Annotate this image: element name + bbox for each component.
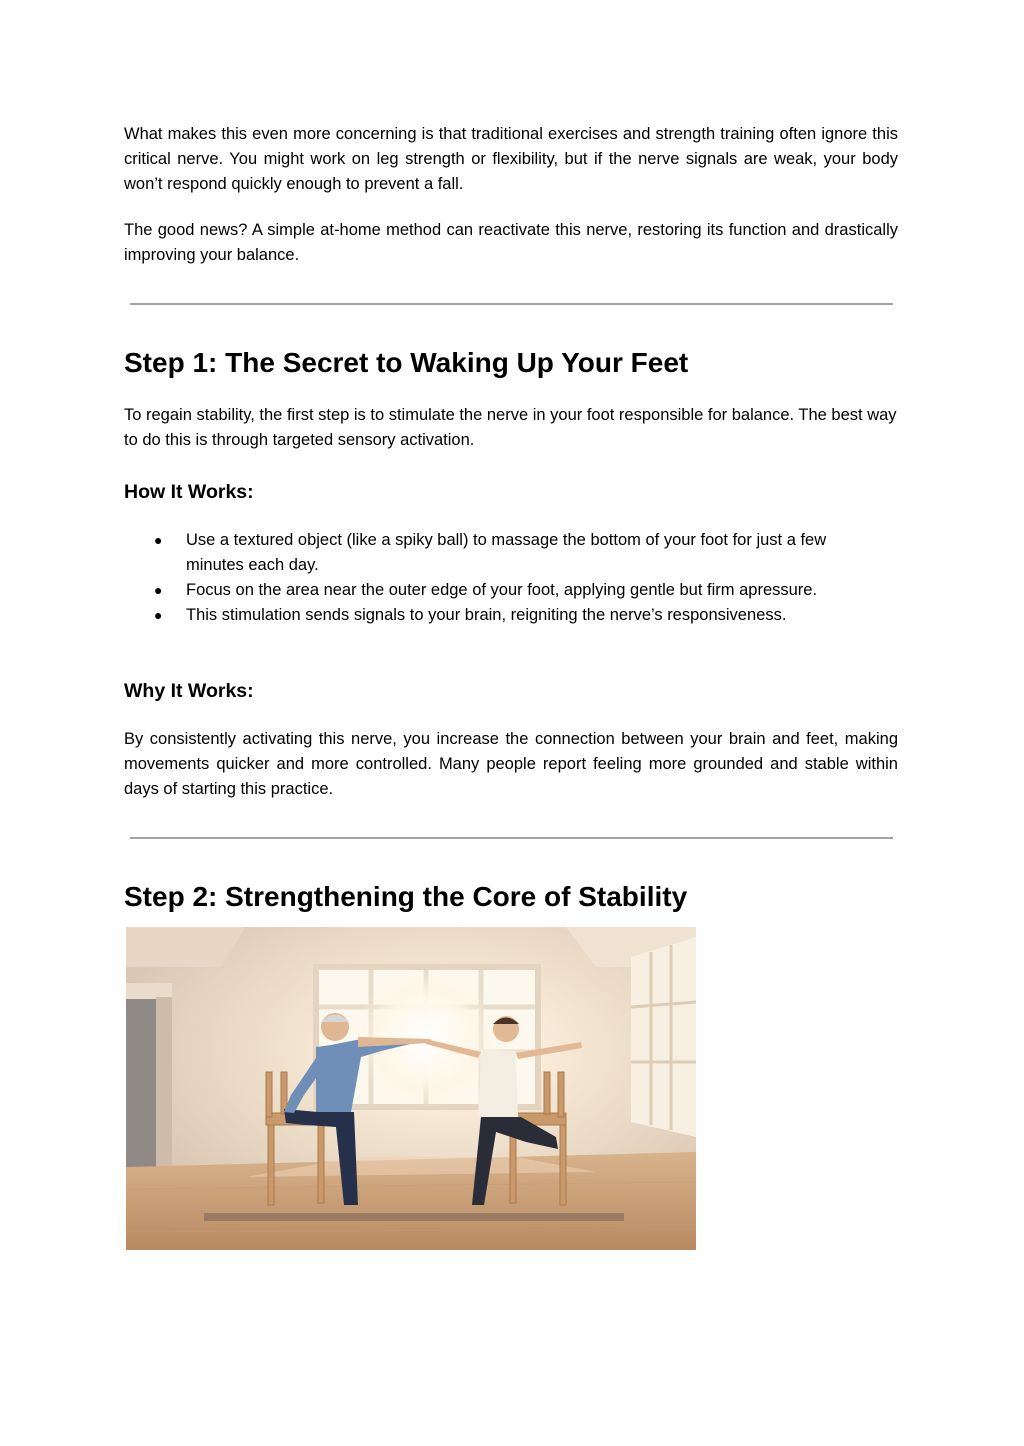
intro-paragraph-1: What makes this even more concerning is that traditional exercises and strength training often ignore this critical nerve. You might work on leg strength or flexibility, but if the nerve signals are weak, your body won’t respond quickly enough to prevent a fall. (124, 125, 898, 193)
step1-heading: Step 1: The Secret to Waking Up Your Feet (124, 347, 689, 378)
intro-paragraph-2: The good news? A simple at-home method can reactivate this nerve, restoring its function and drastically improving your balance. (124, 221, 898, 264)
bullet-icon: ● (154, 607, 163, 623)
why-it-works-paragraph: By consistently activating this nerve, you increase the connection between your brain and feet, making movements quicker and more controlled. Many people report feeling more grounded and stable within days of starting this practice. (124, 730, 898, 798)
list-item-text: Focus on the area near the outer edge of your foot, applying gentle but firm apressure. (186, 581, 818, 599)
list-item-text: Use a textured object (like a spiky ball) to massage the bottom of your foot for just a few minutes each day. (186, 531, 827, 574)
step1-intro: To regain stability, the first step is to stimulate the nerve in your foot responsible for balance. The best way to do this is through targeted sensory activation. (124, 406, 897, 449)
why-it-works-heading: Why It Works: (124, 680, 254, 702)
balance-exercise-photo (126, 927, 696, 1250)
how-it-works-heading: How It Works: (124, 481, 254, 503)
list-item (124, 603, 886, 628)
list-item (124, 578, 886, 603)
bullet-icon: ● (154, 532, 163, 548)
how-it-works-list (124, 528, 898, 628)
horizontal-divider (130, 837, 893, 839)
bullet-icon: ● (154, 582, 163, 598)
list-item-text: This stimulation sends signals to your brain, reigniting the nerve’s responsiveness. (186, 606, 787, 624)
horizontal-divider (130, 303, 893, 305)
list-item (124, 528, 886, 578)
step2-heading: Step 2: Strengthening the Core of Stability (124, 881, 688, 912)
